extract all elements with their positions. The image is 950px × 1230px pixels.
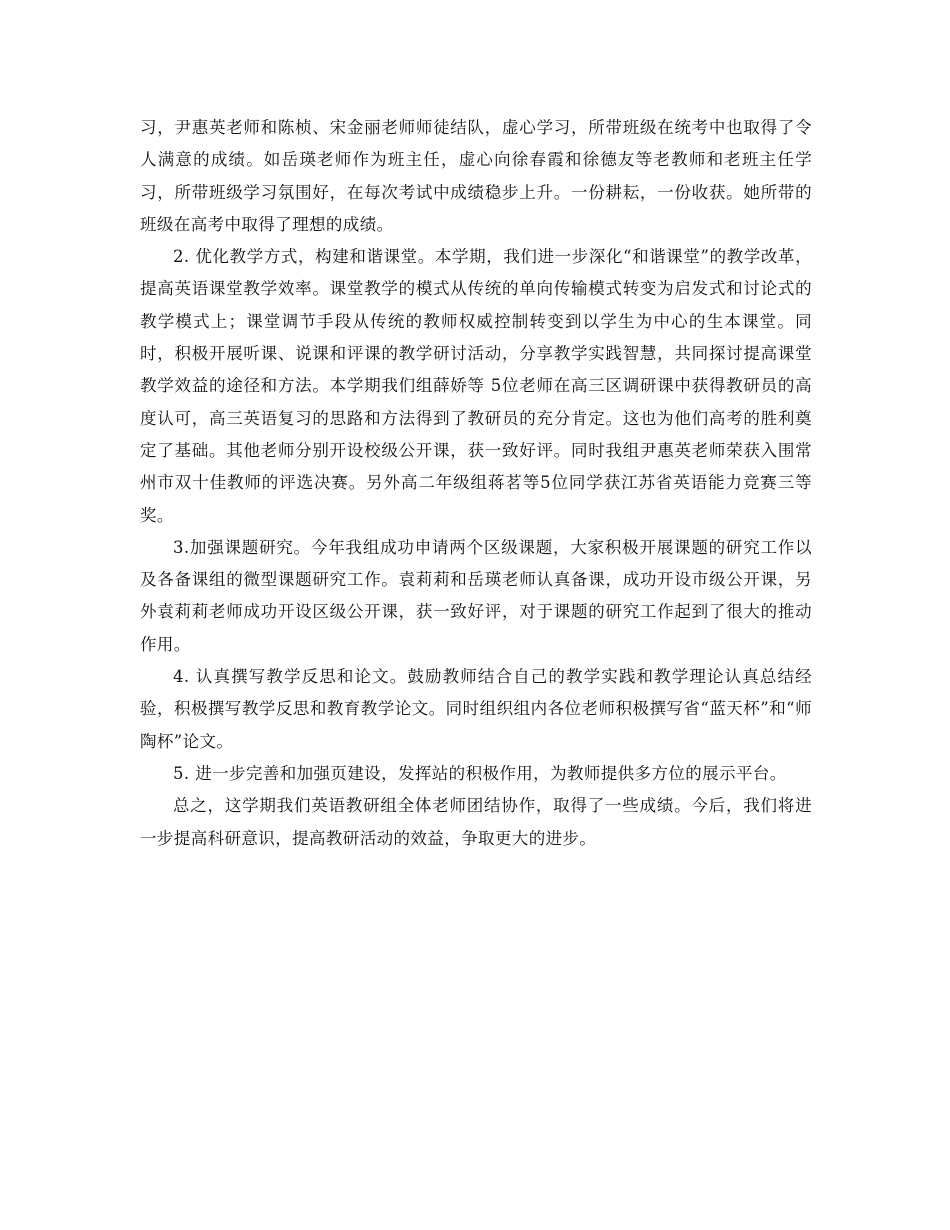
paragraph-item-5: 5. 进一步完善和加强页建设，发挥站的积极作用，为教师提供多方位的展示平台。 [173, 763, 787, 783]
paragraph-summary: 总之，这学期我们英语教研组全体老师团结协作，取得了一些成绩。今后，我们将进一步提高科研意识，提高教研活动的效益，争取更大的进步。 [140, 796, 812, 848]
paragraph-continuation: 习，尹惠英老师和陈桢、宋金丽老师师徒结队，虚心学习，所带班级在统考中也取得了令人满意的成绩。如岳瑛老师作为班主任，虚心向徐春霞和徐德友等老教师和老班主任学习，所带班级学习氛围好，在每次考试中成绩稳步上升。一份耕耘，一份收获。她所带的班级在高考中取得了理想的成绩。 [140, 118, 812, 234]
document-page [140, 112, 812, 855]
paragraph-item-2: 2. 优化教学方式，构建和谐课堂。本学期，我们进一步深化“和谐课堂”的教学改革，提高英语课堂教学效率。课堂教学的模式从传统的单向传输模式转变为启发式和讨论式的教学模式上；课堂调节手段从传统的教师权威控制转变到以学生为中心的生本课堂。同时，积极开展听课、说课和评课的教学研讨活动，分享教学实践智慧，共同探讨提高课堂教学效益的途径和方法。本学期我们组薛娇等 5位老师在高三区调研课中获得教研员的高度认可，高三英语复习的思路和方法得到了教研员的充分肯定。这也为他们高考的胜利奠定了基础。其他老师分别开设校级公开课，获一致好评。同时我组尹惠英老师荣获入围常州市双十佳教师的评选决赛。另外高二年级组蒋茗等5位同学获江苏省英语能力竞赛三等奖。 [140, 247, 812, 525]
paragraph-item-4: 4. 认真撰写教学反思和论文。鼓励教师结合自己的教学实践和教学理论认真总结经验，积极撰写教学反思和教育教学论文。同时组织组内各位老师积极撰写省“蓝天杯”和“师陶杯”论文。 [140, 667, 812, 751]
paragraph-item-3: 3.加强课题研究。今年我组成功申请两个区级课题，大家积极开展课题的研究工作以及各备课组的微型课题研究工作。袁莉莉和岳瑛老师认真备课，成功开设市级公开课，另外袁莉莉老师成功开设区级公开课，获一致好评，对于课题的研究工作起到了很大的推动作用。 [140, 537, 812, 654]
